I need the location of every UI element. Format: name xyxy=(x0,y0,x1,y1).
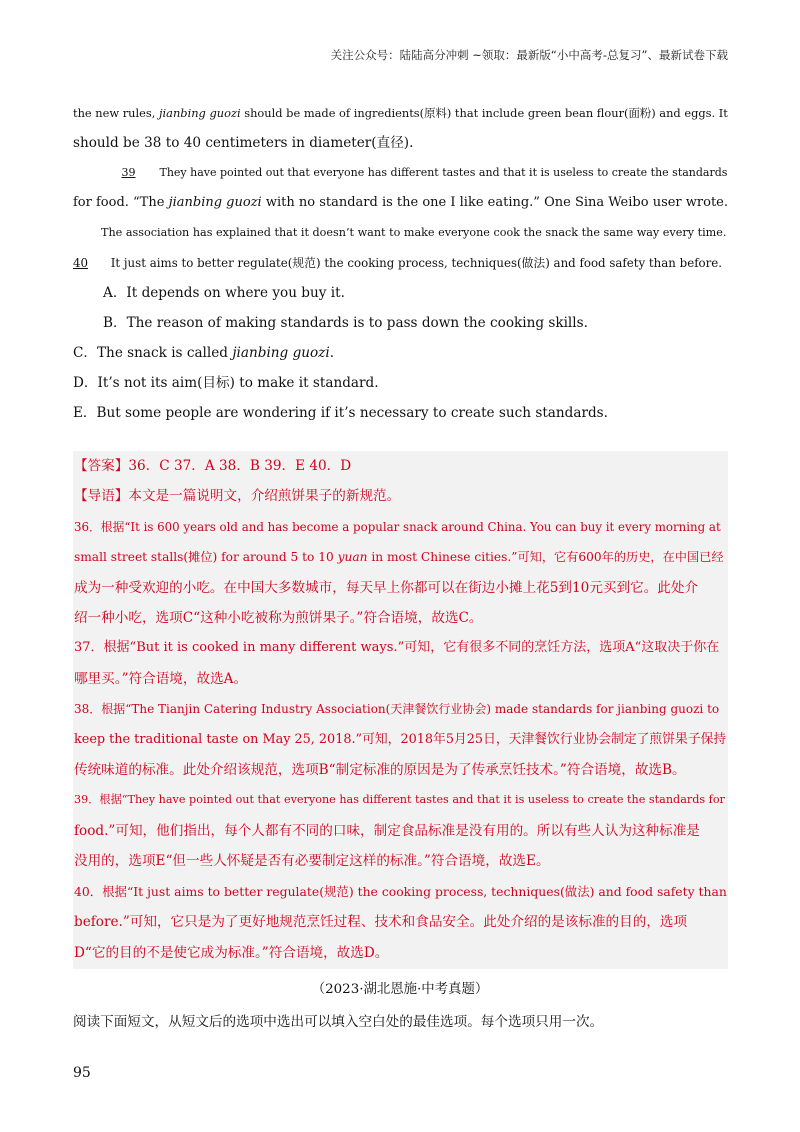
passage-line: The association has explained that it doesn’t want to make everyone cook the snack the same way every time. xyxy=(101,226,727,239)
question-source: （2023·湖北恩施·中考真题） xyxy=(311,982,489,997)
answer-line: 39．根据“They have pointed out that everyone has different tastes and that it is useless to create the standards for xyxy=(74,793,725,807)
answer-line: D“它的目的不是使它成为标准。”符合语境，故选D。 xyxy=(74,944,389,961)
answer-line: 哪里买。”符合语境，故选A。 xyxy=(74,670,248,687)
passage-line: the new rules, jianbing guozi should be made of ingredients(原料) that include green bean flour(面粉) and eggs. It xyxy=(73,106,728,120)
option-a: A．It depends on where you buy it. xyxy=(103,285,345,301)
blank-39: 39 xyxy=(121,166,136,179)
option-b: B．The reason of making standards is to pass down the cooking skills. xyxy=(103,315,588,331)
answer-line: 没用的，选项E“但一些人怀疑是否有必要制定这样的标准。”符合语境，故选E。 xyxy=(74,853,550,870)
answer-key: 【答案】36．C 37．A 38．B 39．E 40．D xyxy=(74,458,352,474)
answer-line: 37．根据“But it is cooked in many different ways.”可知，它有很多不同的烹饪方法，选项A“这取决于你在 xyxy=(74,640,720,656)
passage-line: should be 38 to 40 centimeters in diameter(直径). xyxy=(73,135,414,151)
answer-line: keep the traditional taste on May 25, 2018.”可知，2018年5月25日，天津餐饮行业协会制定了煎饼果子保持 xyxy=(74,731,727,747)
answer-line: 40．根据“It just aims to better regulate(规范) the cooking process, techniques(做法) and food safety than xyxy=(74,883,727,899)
answer-explanation-box xyxy=(73,451,728,969)
passage-line: 39 They have pointed out that everyone has different tastes and that it is useless to create the standards xyxy=(73,158,728,188)
passage-line: 40 It just aims to better regulate(规范) the cooking process, techniques(做法) and food safety than before. xyxy=(73,248,728,278)
option-c: C．The snack is called jianbing guozi. xyxy=(73,345,335,361)
answer-intro: 【导语】本文是一篇说明文，介绍煎饼果子的新规范。 xyxy=(74,488,401,505)
option-d: D．It’s not its aim(目标) to make it standard. xyxy=(73,375,379,391)
passage xyxy=(73,98,728,428)
page-number: 95 xyxy=(73,1065,91,1081)
answer-line: food.”可知，他们指出，每个人都有不同的口味，制定食品标准是没有用的。所以有些人认为这种标准是 xyxy=(74,822,700,839)
answer-line: 传统味道的标准。此处介绍该规范，选项B“制定标准的原因是为了传承烹饪技术。”符合语境，故选B。 xyxy=(74,762,686,779)
answer-line: 绍一种小吃，选项C“这种小吃被称为煎饼果子。”符合语境，故选C。 xyxy=(74,610,483,627)
answer-line: 38．根据“The Tianjin Catering Industry Association(天津餐饮行业协会) made standards for jianbing guozi to xyxy=(74,702,720,717)
answer-line: 成为一种受欢迎的小吃。在中国大多数城市，每天早上你都可以在街边小摊上花5到10元买到它。此处介 xyxy=(74,579,699,596)
answer-line: before.”可知，它只是为了更好地规范烹饪过程、技术和食品安全。此处介绍的是该标准的目的，选项 xyxy=(74,914,688,931)
instructions: 阅读下面短文，从短文后的选项中选出可以填入空白处的最佳选项。每个选项只用一次。 xyxy=(73,1014,604,1030)
passage-line: for food. “The jianbing guozi with no standard is the one I like eating.” One Sina Weibo user wrote. xyxy=(73,195,728,210)
blank-40: 40 xyxy=(73,256,89,270)
answer-line: small street stalls(摊位) for around 5 to 10 yuan in most Chinese cities.”可知，它有600年的历史，在中国已经 xyxy=(74,550,724,565)
answer-line: 36．根据“It is 600 years old and has become a popular snack around China. You can buy it every morning at xyxy=(74,519,721,534)
page-header: 关注公众号：陆陆高分冲刺 ~领取：最新版“小中高考-总复习”、最新试卷下载 xyxy=(330,48,728,62)
option-e: E．But some people are wondering if it’s necessary to create such standards. xyxy=(73,405,608,421)
